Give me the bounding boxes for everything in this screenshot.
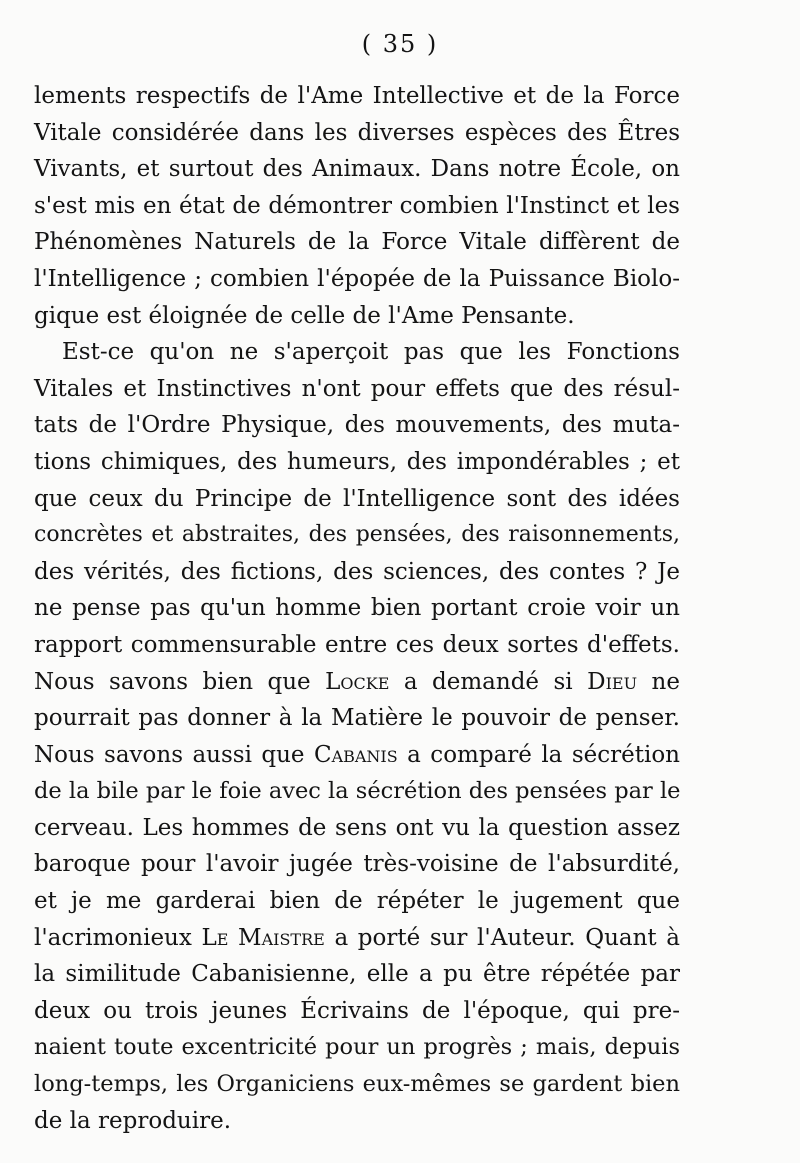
text-segment: Vivants, et surtout des Animaux. Dans notre École, on (34, 156, 680, 183)
text-line (34, 700, 680, 737)
text-segment: que ceux du Principe de l'Intelligence sont des idées (34, 485, 680, 512)
text-line (34, 371, 680, 408)
text-line (34, 920, 680, 957)
text-line (34, 1029, 680, 1066)
text-segment: rapport commensurable entre ces deux sortes d'effets. (34, 631, 680, 658)
text-segment: pourrait pas donner à la Matière le pouvoir de penser. (34, 705, 680, 732)
text-segment: a porté sur l'Auteur. Quant à (324, 924, 680, 951)
text-segment: baroque pour l'avoir jugée très-voisine de l'absurdité, (34, 851, 680, 878)
text-line (34, 627, 680, 664)
text-line (34, 956, 680, 993)
text-segment: Nous savons bien que (34, 668, 326, 695)
text-segment: tats de l'Ordre Physique, des mouvements, des muta- (34, 412, 680, 439)
text-segment: a demandé si (389, 668, 588, 695)
text-line (34, 590, 680, 627)
text-segment: Vitale considérée dans les diverses espèces des Êtres (34, 119, 680, 146)
text-segment: s'est mis en état de démontrer combien l'Instinct et les (34, 192, 680, 219)
text-segment: naient toute excentricité pour un progrès ; mais, depuis (34, 1034, 680, 1061)
small-caps-name: Dieu (587, 668, 638, 695)
small-caps-name: Cabanis (313, 741, 398, 768)
text-segment: la similitude Cabanisienne, elle a pu être répétée par (34, 961, 680, 988)
text-line (34, 261, 680, 298)
text-line (34, 664, 680, 701)
text-line (34, 481, 680, 518)
small-caps-name: Le Maistre (201, 924, 325, 951)
text-line (34, 78, 680, 115)
text-line (34, 737, 680, 774)
text-segment: l'Intelligence ; combien l'épopée de la Puissance Biolo- (34, 265, 680, 292)
text-line (34, 883, 680, 920)
text-segment: Vitales et Instinctives n'ont pour effets que des résul- (34, 375, 680, 402)
text-line (34, 846, 680, 883)
text-segment: lements respectifs de l'Ame Intellective et de la Force (34, 83, 680, 109)
text-segment: long-temps, les Organiciens eux-mêmes se gardent bien (34, 1071, 680, 1098)
text-line (34, 151, 680, 188)
text-line (34, 188, 680, 225)
text-segment: des vérités, des fictions, des sciences, des contes ? Je (34, 558, 680, 585)
text-segment: de la bile par le foie avec la sécrétion des pensées par le (34, 778, 681, 805)
text-line (34, 407, 680, 444)
text-segment: l'acrimonieux (34, 924, 202, 951)
text-segment: a comparé la sécrétion (397, 741, 680, 768)
text-line (34, 810, 680, 847)
body-text (34, 78, 680, 1139)
text-line (34, 334, 680, 371)
text-line (34, 993, 680, 1030)
text-line (34, 444, 680, 481)
text-segment: de la reproduire. (34, 1107, 232, 1134)
text-segment: concrètes et abstraites, des pensées, des raisonnements, (34, 522, 680, 548)
text-line (34, 224, 680, 261)
text-line (34, 773, 680, 810)
text-segment: gique est éloignée de celle de l'Ame Pensante. (34, 302, 575, 329)
text-segment: tions chimiques, des humeurs, des impondérables ; et (34, 448, 680, 475)
text-segment: Nous savons aussi que (34, 741, 314, 768)
text-line (34, 517, 680, 554)
text-segment: ne pense pas qu'un homme bien portant croie voir un (34, 595, 680, 622)
text-segment: ne (637, 668, 680, 695)
text-line (34, 1103, 680, 1140)
small-caps-name: Locke (325, 668, 390, 695)
text-segment: Est-ce qu'on ne s'aperçoit pas que les Fonctions (62, 339, 680, 366)
text-segment: deux ou trois jeunes Écrivains de l'époque, qui pre- (34, 997, 680, 1024)
text-line (34, 1066, 680, 1103)
text-segment: cerveau. Les hommes de sens ont vu la question assez (34, 814, 680, 841)
text-segment: et je me garderai bien de répéter le jugement que (34, 888, 680, 915)
text-line (34, 115, 680, 152)
text-segment: Phénomènes Naturels de la Force Vitale diffèrent de (34, 229, 680, 256)
text-line (34, 554, 680, 591)
page-number: ( 35 ) (361, 30, 439, 58)
text-line (34, 298, 680, 335)
